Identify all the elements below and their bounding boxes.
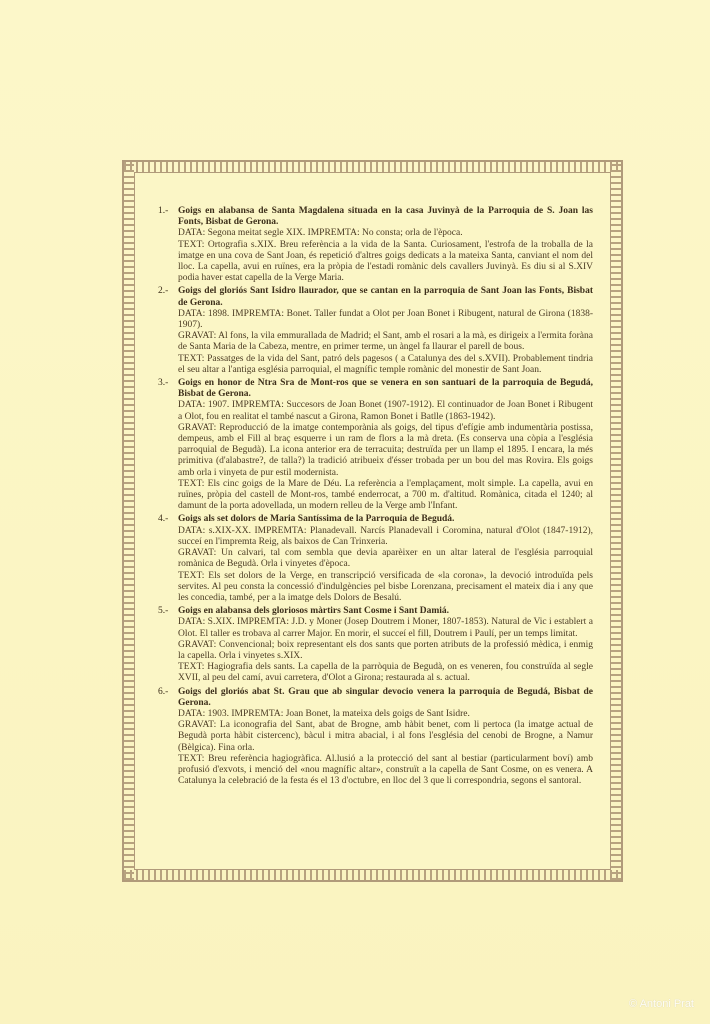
document-entry (158, 206, 593, 284)
entry-heading (158, 286, 593, 308)
entry-number: 2.- (158, 286, 169, 297)
document-entry (158, 514, 593, 604)
entry-paragraph: GRAVAT: Un calvari, tal com sembla que devia aparèixer en un altar lateral de l'església parroquial romànica de Begudà. Orla i vinyetes d'època. (178, 548, 593, 570)
entry-paragraph: GRAVAT: Al fons, la vila emmurallada de Madrid; el Sant, amb el rosari a la mà, es dirigeix a l'ermita foràna de Santa Maria de la Cabeza, mentre, en primer terme, un àngel fa llaurar el parell de bous. (178, 331, 593, 353)
entry-paragraph: DATA: 1898. IMPREMTA: Bonet. Taller fundat a Olot per Joan Bonet i Ribugent, natural de Girona (1838-1907). (178, 308, 593, 331)
entry-heading (158, 206, 593, 228)
entry-title: Goigs en alabansa de Santa Magdalena situada en la casa Juvinyà de la Parroquia de S. Joan las Fonts, Bisbat de Gerona. (178, 206, 593, 228)
entry-paragraph: DATA: 1907. IMPREMTA: Succesors de Joan Bonet (1907-1912). El continuador de Joan Bonet i Ribugent a Olot, fou en realitat el també nascut a Girona, Ramon Bonet i Batlle (1863-1942). (178, 400, 593, 422)
entry-paragraph: TEXT: Hagiografia dels sants. La capella de la parròquia de Begudà, on es veneren, fou construïda al segle XVII, al peu del camí, avui carretera, d'Olot a Girona; restaurada al s. actual. (178, 662, 593, 684)
entry-title: Goigs en alabansa dels gloriosos màrtirs Sant Cosme i Sant Damiá. (178, 606, 450, 617)
entry-body (178, 617, 593, 684)
entry-paragraph: TEXT: Ortografia s.XIX. Breu referència a la vida de la Santa. Curiosament, l'estrofa de la troballa de la imatge en una cova de Sant Joan, és repetició d'altres goigs dedicats a la mateixa Santa, canviant el nom del lloc. La capella, avui en ruïnes, era la pròpia de l'estadi romànic dels cavallers Juvinyà. Es diu si al S.XIV podia haver estat capella de la Verge Maria. (178, 239, 593, 284)
entry-body (178, 400, 593, 512)
entry-paragraph: DATA: s.XIX-XX. IMPREMTA: Planadevall. Narcís Planadevall i Coromina, natural d'Olot (1847-1912), succeí en l'impremta Reig, als baixos de Can Trinxeria. (178, 525, 593, 547)
entry-body (178, 709, 593, 787)
entries-list (158, 206, 593, 789)
entry-body (178, 526, 593, 604)
entry-title: Goigs del gloriós abat St. Grau que ab singular devocio venera la parroquia de Begudá, Bisbat de Gerona. (178, 686, 593, 708)
entry-paragraph: GRAVAT: Convencional; boix representant els dos sants que porten atributs de la professió mèdica, i enmig la capella. Orla i vinyetes s.XIX. (178, 639, 593, 661)
entry-title: Goigs del gloriós Sant Isidro llaurador, que se cantan en la parroquia de Sant Joan las Fonts, Bisbat de Gerona. (178, 286, 593, 308)
entry-number: 6.- (158, 686, 169, 697)
entry-paragraph: TEXT: Els cinc goigs de la Mare de Déu. La referència a l'emplaçament, molt simple. La capella, avui en ruïnes, pròpia del castell de Mont-ros, també enderrocat, a 700 m. d'altitud. Romànica, citada el 1240; al damunt de la porta adovellada, un modern relleu de la Verge amb l'Infant. (178, 478, 593, 512)
entry-paragraph: DATA: 1903. IMPREMTA: Joan Bonet, la mateixa dels goigs de Sant Isidre. (178, 708, 470, 719)
document-entry (158, 378, 593, 512)
entry-paragraph: TEXT: Passatges de la vida del Sant, patró dels pagesos ( a Catalunya des del s.XVII). Probablement tindria el seu altar a l'antiga església parroquial, el magnífic temple romànic del monestir de Sant Joan. (178, 353, 593, 375)
entry-heading (158, 378, 593, 400)
entry-paragraph: TEXT: Breu referència hagiogràfica. Al.lusió a la protecció del sant al bestiar (particularment boví) amb profusió d'exvots, i menció del «nou magnífic altar», construït a la capella de Sant Cosme, on es venera. A Catalunya la celebració de la festa és el 13 d'octubre, en lloc del 3 que li correspondria, segons el santoral. (178, 753, 593, 787)
entry-paragraph: GRAVAT: La iconografia del Sant, abat de Brogne, amb hàbit benet, com li pertoca (la imatge actual de Begudà porta hàbit cistercenc), bàcul i mitra abacial, i al fons l'església del cenobi de Brogne, a Namur (Bèlgica). Fina orla. (178, 720, 593, 753)
entry-title: Goigs en honor de Ntra Sra de Mont-ros que se venera en son santuari de la parroquia de Begudá, Bisbat de Gerona. (178, 378, 593, 400)
copyright-watermark: © Antoni Prat (629, 998, 694, 1010)
entry-paragraph: DATA: Segona meitat segle XIX. IMPREMTA: No consta; orla de l'època. (178, 228, 463, 239)
decorative-greek-key-border (122, 160, 623, 882)
entry-body (178, 228, 593, 284)
entry-number: 5.- (158, 606, 169, 617)
entry-heading (158, 514, 593, 525)
text-panel (134, 172, 611, 870)
document-entry (158, 286, 593, 376)
document-entry (158, 606, 593, 684)
entry-title: Goigs als set dolors de Maria Santíssima de la Parroquia de Begudá. (178, 514, 455, 525)
entry-number: 4.- (158, 514, 169, 525)
entry-heading (158, 687, 593, 709)
entry-paragraph: DATA: S.XIX. IMPREMTA: J.D. y Moner (Josep Doutrem i Moner, 1807-1853). Natural de Vic i establert a Olot. El taller es trobava al carrer Major. En morir, el succeí el fill, Doutrem i Paulí, per un temps limitat. (178, 617, 593, 639)
entry-number: 1.- (158, 206, 169, 216)
entry-paragraph: TEXT: Els set dolors de la Verge, en transcripció versificada de «la corona», la devoció introduïda pels servites. Al peu consta la concessió d'indulgències pel bisbe Lorenzana, precisament el mateix dia i any que les concedia, també, per a la imatge dels Dolors de Besalú. (178, 570, 593, 603)
entry-paragraph: GRAVAT: Reproducció de la imatge contemporània als goigs, del tipus d'efígie amb indumentària postissa, dempeus, amb el Fill al braç esquerre i un ram de flors a la mà dreta. (Es conserva una còpia a l'església parroquial de Begudà). La icona anterior era de terracuita; destruïda per un llamp el 1895. I encara, la més primitiva (d'alabastre?, de talla?) la tradició atribueix d'ésser trobada per un bou del mas Rovira. Els goigs amb orla i vinyeta de pur estil modernista. (178, 422, 593, 478)
entry-body (178, 309, 593, 376)
entry-heading (158, 606, 593, 617)
entry-number: 3.- (158, 378, 169, 389)
document-entry (158, 687, 593, 788)
